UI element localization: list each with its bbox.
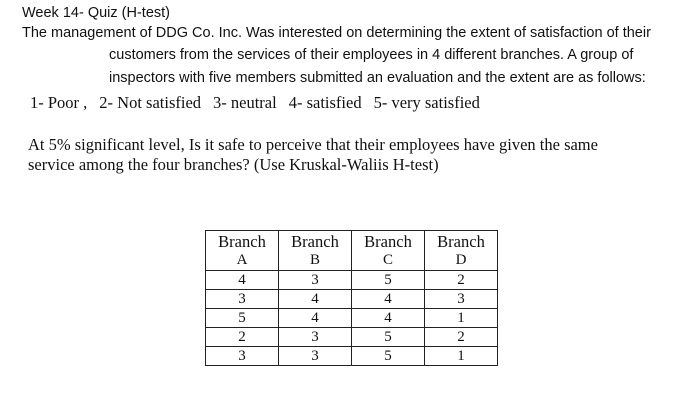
intro-line-2: customers from the services of their employees in 4 different branches. A group of xyxy=(109,47,634,63)
table-cell: 2 xyxy=(206,328,279,347)
intro-line-1: The management of DDG Co. Inc. Was interested on determining the extent of satisfaction of their xyxy=(22,25,651,41)
table-cell: 4 xyxy=(279,290,352,309)
rating-scale xyxy=(30,93,480,112)
scale-item-5: 5- very satisfied xyxy=(373,93,480,112)
header-branch-d: Branch D xyxy=(425,231,498,271)
table-cell: 3 xyxy=(279,347,352,366)
table-cell: 3 xyxy=(279,328,352,347)
table-row xyxy=(206,328,498,347)
table-row xyxy=(206,309,498,328)
question-line-1: At 5% significant level, Is it safe to perceive that their employees have given the same xyxy=(28,135,598,154)
table-cell: 2 xyxy=(425,271,498,290)
branch-ratings-table xyxy=(205,230,498,366)
quiz-title: Week 14- Quiz (H-test) xyxy=(22,5,170,21)
question-line-2: service among the four branches? (Use Kruskal-Waliis H-test) xyxy=(28,155,439,174)
table-cell: 1 xyxy=(425,309,498,328)
table-cell: 2 xyxy=(425,328,498,347)
table-cell: 5 xyxy=(206,309,279,328)
scale-item-1: 1- Poor , xyxy=(30,93,88,112)
table-cell: 4 xyxy=(279,309,352,328)
table-row xyxy=(206,347,498,366)
table-cell: 4 xyxy=(352,290,425,309)
table-cell: 3 xyxy=(206,290,279,309)
table-cell: 5 xyxy=(352,347,425,366)
scale-item-3: 3- neutral xyxy=(213,93,277,112)
table-row xyxy=(206,271,498,290)
table-cell: 5 xyxy=(352,271,425,290)
intro-line-3: inspectors with five members submitted an evaluation and the extent are as follows: xyxy=(109,70,646,86)
table-row xyxy=(206,290,498,309)
header-branch-a: Branch A xyxy=(206,231,279,271)
scale-item-4: 4- satisfied xyxy=(288,93,362,112)
table-cell: 1 xyxy=(425,347,498,366)
table-cell: 3 xyxy=(425,290,498,309)
table-cell: 3 xyxy=(206,347,279,366)
header-branch-b: Branch B xyxy=(279,231,352,271)
table-cell: 3 xyxy=(279,271,352,290)
table-cell: 4 xyxy=(352,309,425,328)
table-cell: 5 xyxy=(352,328,425,347)
header-branch-c: Branch C xyxy=(352,231,425,271)
table-cell: 4 xyxy=(206,271,279,290)
table-header-row xyxy=(206,231,498,271)
scale-item-2: 2- Not satisfied xyxy=(99,93,202,112)
